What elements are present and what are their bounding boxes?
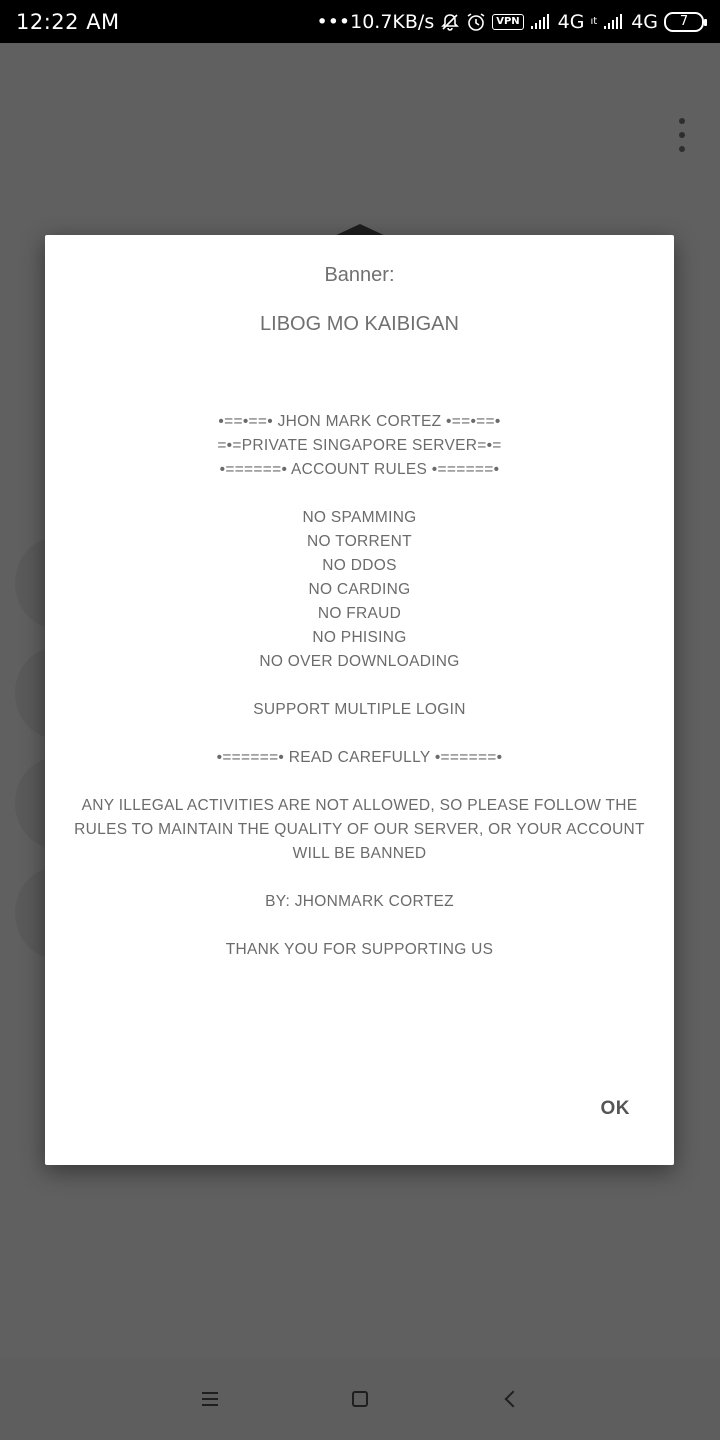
banner-line: BY: JHONMARK CORTEZ: [265, 893, 454, 910]
bell-off-icon: [440, 12, 460, 32]
banner-line: •==•==• JHON MARK CORTEZ •==•==•: [218, 413, 501, 430]
menu-icon[interactable]: [193, 1382, 227, 1416]
dialog-subtitle: LIBOG MO KAIBIGAN: [260, 313, 459, 335]
dialog-title: Banner:: [324, 264, 395, 286]
banner-line: •======• READ CAREFULLY •======•: [216, 749, 503, 766]
banner-dialog: [45, 235, 674, 1165]
network-speed: •••10.7KB/s: [316, 10, 435, 33]
banner-line: NO OVER DOWNLOADING: [259, 653, 460, 670]
status-bar: [0, 0, 720, 43]
status-icons: [317, 11, 705, 33]
banner-line: =•=PRIVATE SINGAPORE SERVER=•=: [217, 437, 502, 454]
banner-line: •======• ACCOUNT RULES •======•: [219, 461, 500, 478]
banner-spacer: [65, 674, 654, 698]
banner-line: NO PHISING: [312, 629, 407, 646]
banner-line: THANK YOU FOR SUPPORTING US: [225, 941, 494, 958]
vpn-icon: VPN: [492, 14, 523, 30]
signal-icon-2: [603, 14, 625, 30]
banner-spacer: [65, 866, 654, 890]
back-icon[interactable]: [493, 1382, 527, 1416]
banner-line: NO SPAMMING: [302, 509, 417, 526]
banner-spacer: [65, 482, 654, 506]
data-activity-indicator: ıt: [590, 16, 598, 27]
signal-icon-1: [530, 14, 552, 30]
banner-message: [65, 410, 654, 962]
network-type-2: 4G: [631, 10, 658, 33]
banner-line: ANY ILLEGAL ACTIVITIES ARE NOT ALLOWED, SO PLEASE FOLLOW THE RULES TO MAINTAIN THE QUALITY OF OUR SERVER, OR YOUR ACCOUNT WILL BE BANNED: [74, 797, 645, 862]
more-vert-icon[interactable]: [674, 118, 690, 152]
battery-level: 7: [679, 14, 689, 29]
battery-icon: [664, 12, 704, 32]
banner-line: SUPPORT MULTIPLE LOGIN: [253, 701, 466, 718]
alarm-icon: [466, 12, 486, 32]
banner-spacer: [65, 914, 654, 938]
banner-spacer: [65, 770, 654, 794]
navigation-bar: [0, 1358, 720, 1440]
banner-line: NO CARDING: [308, 581, 411, 598]
banner-line: NO FRAUD: [317, 605, 402, 622]
ok-button[interactable]: OK: [600, 1098, 630, 1119]
status-time: 12:22 AM: [16, 9, 120, 34]
banner-line: NO TORRENT: [307, 533, 412, 550]
banner-line: NO DDOS: [322, 557, 397, 574]
banner-spacer: [65, 722, 654, 746]
network-type-1: 4G: [557, 10, 585, 33]
home-icon[interactable]: [343, 1382, 377, 1416]
